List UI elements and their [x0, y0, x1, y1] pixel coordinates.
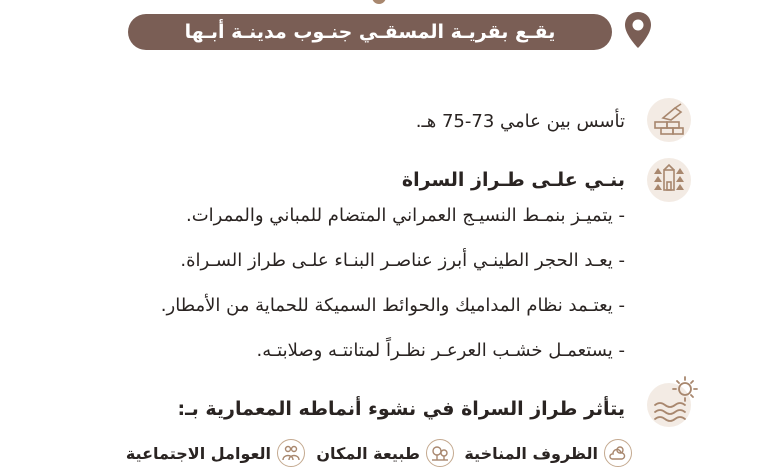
location-text: يقـع بقريـة المسقـي جنـوب مدينـة أبـها [184, 21, 556, 43]
factor-climate-label: الظروف المناخية [464, 443, 598, 463]
founded-text: تأسس بين عامي 73-75 هـ. [415, 111, 625, 132]
sun-waves-icon [647, 373, 703, 429]
style-bullet-2: - يعـد الحجر الطينـي أبرز عناصـر البنـاء علـى طراز السـراة. [180, 250, 625, 271]
factor-place [316, 436, 454, 470]
trees-icon [426, 439, 454, 467]
style-bullet-3: - يعتـمد نظام المداميك والحوائط السميكة للحماية من الأمطار. [160, 295, 625, 316]
factor-social-label: العوامل الاجتماعية [125, 443, 271, 463]
influence-factors [0, 436, 780, 470]
factor-place-label: طبيعة المكان [316, 443, 420, 463]
sarawat-architecture-icon [645, 156, 693, 204]
location-banner [128, 14, 612, 50]
factor-climate [464, 436, 632, 470]
style-bullet-4: - يستعمـل خشـب العرعـر نظـراً لمتانتـه وصلابتـه. [256, 340, 625, 361]
people-icon [277, 439, 305, 467]
influence-heading: يتأثر طراز السراة في نشوء أنماطه المعمارية بـ: [177, 398, 625, 420]
top-decoration [372, 0, 386, 4]
factor-social [126, 436, 305, 470]
cloud-sun-icon [604, 439, 632, 467]
map-pin-icon [623, 10, 653, 50]
bricks-trowel-icon [645, 96, 693, 144]
style-heading: بنـي علـى طـراز السراة [401, 169, 625, 191]
style-bullet-1: - يتميـز بنمـط النسيـج العمراني المتضام للمباني والممرات. [186, 205, 625, 226]
